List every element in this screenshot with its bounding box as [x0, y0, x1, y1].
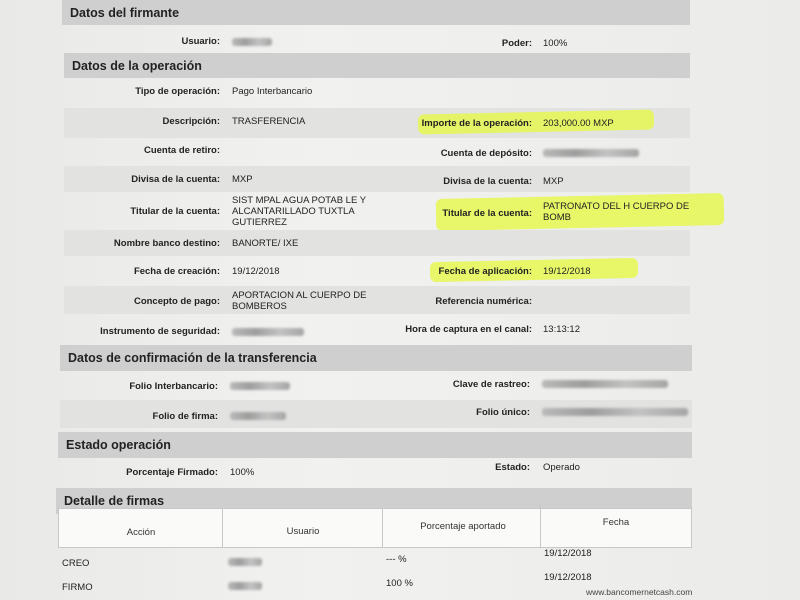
- usuario-label: Usuario:: [181, 36, 220, 47]
- deposito-label: Cuenta de depósito:: [440, 148, 532, 159]
- folio-firma-label: Folio de firma:: [152, 411, 218, 422]
- instrumento-label: Instrumento de seguridad:: [100, 326, 220, 337]
- divisa-value: MXP: [232, 174, 253, 185]
- clave-redacted: [542, 380, 668, 388]
- referencia-label: Referencia numérica:: [435, 296, 532, 307]
- row1-usuario-redacted: [228, 558, 262, 566]
- col-usuario: Usuario: [286, 526, 320, 537]
- importe-value: 203,000.00 MXP: [543, 118, 614, 129]
- creacion-value: 19/12/2018: [232, 266, 280, 277]
- retiro-label: Cuenta de retiro:: [143, 145, 220, 156]
- titular2-label: Titular de la cuenta:: [442, 208, 532, 219]
- divisa2-label: Divisa de la cuenta:: [443, 176, 532, 187]
- section-operacion-header: [64, 53, 690, 78]
- creacion-label: Fecha de creación:: [133, 266, 220, 277]
- hora-label: Hora de captura en el canal:: [405, 324, 532, 335]
- section-title: Datos de la operación: [72, 58, 202, 73]
- concepto-value-line1: APORTACION AL CUERPO DE: [232, 290, 367, 301]
- descripcion-value: TRASFERENCIA: [232, 116, 306, 127]
- row2-accion: FIRMO: [62, 582, 93, 593]
- aplicacion-value: 19/12/2018: [543, 266, 591, 277]
- footer-url: www.bancomernetcash.com: [586, 587, 693, 597]
- section-title: Datos del firmante: [70, 5, 180, 20]
- folio-inter-label: Folio Interbancario:: [129, 381, 218, 392]
- row2-usuario-redacted: [228, 582, 262, 590]
- estado-label: Estado:: [495, 462, 530, 473]
- deposito-redacted: [543, 149, 639, 157]
- section-estado-header: [58, 432, 692, 458]
- row2-fecha: 19/12/2018: [544, 572, 592, 583]
- col-fecha: Fecha: [602, 517, 630, 528]
- clave-label: Clave de rastreo:: [452, 379, 530, 390]
- banco-value: BANORTE/ IXE: [232, 238, 299, 249]
- titular-value-line2: ALCANTARILLADO TUXTLA: [232, 206, 355, 217]
- section-title: Detalle de firmas: [64, 494, 165, 508]
- section-confirmacion-header: [60, 345, 692, 371]
- col-porcentaje: Porcentaje aportado: [420, 521, 506, 532]
- tipo-label: Tipo de operación:: [135, 86, 220, 97]
- folio-firma-redacted: [230, 412, 286, 420]
- porcentaje-label: Porcentaje Firmado:: [126, 467, 218, 478]
- section-title: Estado operación: [66, 438, 171, 452]
- section-firmante-header: [62, 0, 690, 25]
- row1-fecha: 19/12/2018: [544, 548, 592, 559]
- section-title: Datos de confirmación de la transferencia: [68, 351, 317, 365]
- col-accion: Acción: [126, 527, 156, 538]
- titular2-value-line2: BOMB: [543, 212, 571, 223]
- folio-unico-label: Folio único:: [476, 407, 530, 418]
- aplicacion-label: Fecha de aplicación:: [438, 266, 532, 277]
- titular2-value-line1: PATRONATO DEL H CUERPO DE: [543, 201, 690, 212]
- row1-porcentaje: --- %: [386, 554, 407, 565]
- tipo-value: Pago Interbancario: [232, 86, 313, 97]
- estado-value: Operado: [543, 462, 580, 473]
- concepto-label: Concepto de pago:: [133, 296, 220, 307]
- table-divider: [382, 508, 383, 548]
- titular-value-line3: GUTIERREZ: [232, 217, 287, 228]
- row2-porcentaje: 100 %: [386, 578, 413, 589]
- titular-label: Titular de la cuenta:: [130, 206, 220, 217]
- table-divider: [540, 504, 541, 548]
- poder-label: Poder:: [501, 38, 532, 49]
- folio-unico-redacted: [542, 408, 688, 416]
- usuario-redacted: [232, 38, 272, 46]
- divisa2-value: MXP: [543, 176, 564, 187]
- divisa-label: Divisa de la cuenta:: [131, 174, 220, 185]
- hora-value: 13:13:12: [543, 324, 580, 335]
- poder-value: 100%: [543, 38, 568, 49]
- row1-accion: CREO: [62, 558, 90, 569]
- banco-label: Nombre banco destino:: [113, 238, 220, 249]
- instrumento-redacted: [232, 328, 304, 336]
- titular-value-line1: SIST MPAL AGUA POTAB LE Y: [232, 195, 367, 206]
- descripcion-label: Descripción:: [162, 116, 220, 127]
- table-divider: [222, 508, 223, 548]
- concepto-value-line2: BOMBEROS: [232, 301, 287, 312]
- folio-inter-redacted: [230, 382, 290, 390]
- importe-label: Importe de la operación:: [421, 118, 532, 129]
- porcentaje-value: 100%: [230, 467, 255, 478]
